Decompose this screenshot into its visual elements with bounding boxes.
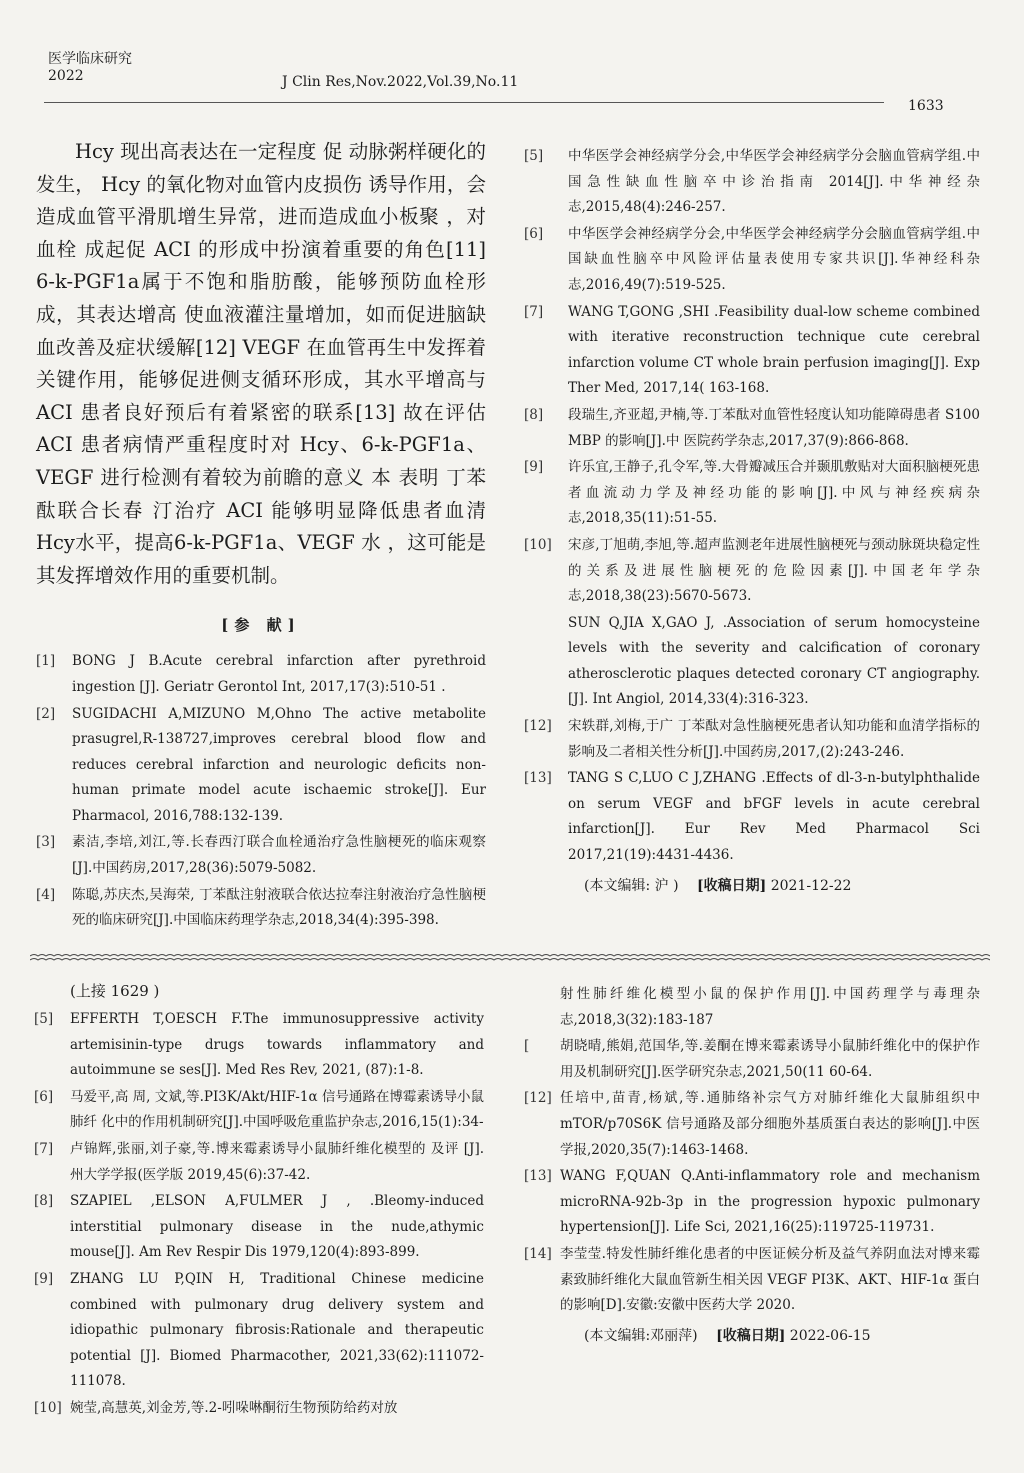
reference-text: ZHANG LU P,QIN H, Traditional Chinese medicine combined with pulmonary drug delivery system and idiopathic pulmonary fibrosis:Rationale and therapeutic potential [J]. Biomed Pharmacother, 2021,33(62):111072-111078. [70,1270,484,1390]
reference-text: EFFERTH T,OESCH F.The immunosuppressive activity artemisinin-type drugs towards inflammatory and autoimmune se ses[J]. Med Res Rev, 2021, (87):1-8. [70,1011,484,1079]
reference-entry [34,1396,484,1422]
reference-number: [5] [524,148,544,164]
reference-text: 许乐宜,王静子,孔令军,等.大骨瓣减压合并颞肌敷贴对大面积脑梗死患者血流动力学及神经功能的影响[J].中风与神经疾病杂志,2018,35(11):51-55. [568,459,980,527]
reference-text: 卢锦辉,张丽,刘子豪,等.博来霉素诱导小鼠肺纤维化模型的 及评 [J]. 州大学学报(医学版 2019,45(6):37-42. [70,1140,484,1183]
reference-text: 李莹莹.特发性肺纤维化患者的中医证候分析及益气养阴血法对博来霉素致肺纤维化大鼠血管新生相关因 VEGF PI3K、AKT、HIF-1α 蛋白的影响[D].安徽:安徽中医药大学 2020. [560,1245,980,1314]
left-column-bottom [34,980,484,1423]
reference-entry [34,1267,484,1395]
reference-entry [34,1007,484,1084]
reference-list-top-left [36,649,486,934]
reference-entry [34,1085,484,1136]
received-label: [收稿日期] [697,877,767,894]
reference-list-bottom-right [524,982,980,1319]
reference-number: [12] [524,1090,552,1107]
reference-text: 段瑞生,齐亚超,尹楠,等.丁苯酞对血管性轻度认知功能障碍患者 S100 MBP 的影响[J].中 医院药学杂志,2017,37(9):866-868. [568,406,980,449]
reference-entry [36,702,486,830]
reference-text: 陈聪,苏庆杰,吴海荣, 丁苯酞注射液联合依达拉奉注射液治疗急性脑梗死的临床研究[J].中国临床药理学杂志,2018,34(4):395-398. [72,886,486,929]
received-label: [收稿日期] [716,1327,786,1344]
body-paragraph: Hcy 现出高表达在一定程度 促 动脉粥样硬化的发生， Hcy 的氧化物对血管内皮损伤 诱导作用，会造成血管平滑肌增生异常，进而造成血小板聚 ，对血栓 成起促 ACI 的形成中扮演着重要的角色[11] 6-k-PGF1a属于不饱和脂肪酸，能够预防血栓形成，其表达增高 使血液灌注量增加，如而促进脑缺血改善及症状缓解[12] VEGF 在血管再生中发挥着关键作用，能够促进侧支循环形成，其水平增高与 ACI 患者良好预后有着紧密的联系[13] 故在评估 ACI 患者病情严重程度时对 Hcy、6-k-PGF1a、VEGF 进行检测有着较为前瞻的意义 本 表明 丁苯酞联合长春 汀治疗 ACI 能够明显降低患者血清 Hcy水平，提高6-k-PGF1a、VEGF 水 ，这可能是其发挥增效作用的重要机制。 [36,140,486,587]
reference-number: [12] [524,718,552,735]
reference-entry [524,982,980,1033]
reference-number: [6] [524,225,544,242]
reference-number: [7] [524,303,544,320]
left-column-top [36,136,486,935]
reference-entry [36,830,486,881]
page-header [44,44,984,114]
reference-text: TANG S C,LUO C J,ZHANG .Effects of dl-3-n-butylphthalide on serum VEGF and bFGF levels in acute cerebral infarction[J]. Eur Rev Med Pharmacol Sci 2017,21(19):4431-4436. [568,770,980,864]
reference-entry [36,649,486,700]
reference-text: SZAPIEL ,ELSON A,FULMER J , .Bleomy-induced interstitial pulmonary disease in the nude,athymic mouse[J]. Am Rev Respir Dis 1979,120(4):893-899. [70,1193,484,1261]
reference-number: [6] [34,1088,54,1105]
reference-number: [8] [524,406,544,423]
reference-number: [ [524,1038,530,1055]
reference-number: [8] [34,1193,54,1210]
reference-number: [3] [36,834,56,851]
reference-entry [524,1242,980,1319]
reference-entry [524,144,980,221]
continued-from-label: (上接 1629 ) [70,982,160,1000]
editor-label: (本文编辑:邓丽萍) [584,1327,698,1344]
editor-line-top [524,875,980,895]
reference-number: [14] [524,1245,552,1262]
reference-entry [524,222,980,299]
reference-text: 马爱平,高 周, 文斌,等.PI3K/Akt/HIF-1α 信号通路在博霉素诱导小鼠肺纤 化中的作用机制研究[J].中国呼吸危重监护杂志,2016,15(1):34- [70,1088,484,1131]
reference-text: 中华医学会神经病学分会,中华医学会神经病学分会脑血管病学组.中国急性缺血性脑卒中诊治指南 2014[J].中华神经杂志,2015,48(4):246-257. [568,148,980,216]
reference-text: 任培中,苗青,杨斌,等.通肺络补宗气方对肺纤维化大鼠肺组织中 mTOR/p70S6K 信号通路及部分细胞外基质蛋白表达的影响[J].中医学报,2020,35(7):1463-1468. [560,1090,980,1158]
reference-text: SUGIDACHI A,MIZUNO M,Ohno The active metabolite prasugrel,R-138727,improves cerebral blood flow and reduces cerebral infarction and neurologic deficits non-human primate model acute ischaemic stroke[J]. Eur Pharmacol, 2016,788:132-139. [72,705,486,824]
reference-text: 婉莹,高慧英,刘金芳,等.2-吲哚啉酮衍生物预防给药对放 [70,1399,398,1416]
reference-number: [4] [36,886,56,903]
reference-text: 宋轶群,刘梅,于广 丁苯酞对急性脑梗死患者认知功能和血清学指标的影响及二者相关性分析[J].中国药房,2017,(2):243-246. [568,718,980,760]
reference-text: 中华医学会神经病学分会,中华医学会神经病学分会脑血管病学组.中国缺血性脑卒中风险评估量表使用专家共识[J].华神经科杂志,2016,49(7):519-525. [568,225,980,293]
reference-entry [524,611,980,713]
editor-line-bottom [524,1325,980,1345]
reference-entry [524,1086,980,1163]
reference-text: 射性肺纤维化模型小鼠的保护作用[J].中国药理学与毒理杂志,2018,3(32):183-187 [560,986,980,1028]
reference-entry [524,1164,980,1241]
reference-entry [524,714,980,765]
reference-list-top-right [524,144,980,869]
received-date: 2021-12-22 [770,877,852,894]
reference-text: WANG T,GONG ,SHI .Feasibility dual-low scheme combined with iterative reconstruction technique cute cerebral infarction volume CT whole brain perfusion imaging[J]. Exp Ther Med, 2017,14( 163-168. [568,303,980,397]
right-column-bottom [524,982,980,1345]
journal-year: 2022 [48,68,84,84]
reference-entry [524,766,980,868]
journal-citation: J Clin Res,Nov.2022,Vol.39,No.11 [282,74,519,90]
reference-text: 宋彦,丁旭萌,李旭,等.超声监测老年进展性脑梗死与颈动脉斑块稳定性的关系及进展性脑梗死的危险因素[J].中国老年学杂志,2018,38(23):5670-5673. [568,536,980,605]
received-date: 2022-06-15 [789,1327,871,1344]
reference-text: WANG F,QUAN Q.Anti-inflammatory role and mechanism microRNA-92b-3p in the progression hypoxic pulmonary hypertension[J]. Life Sci, 2021,16(25):119725-119731. [560,1168,980,1236]
reference-entry [34,1189,484,1266]
reference-text: 素洁,李培,刘江,等.长春西汀联合血栓通治疗急性脑梗死的临床观察[J].中国药房,2017,28(36):5079-5082. [72,834,486,877]
reference-text: 胡晓晴,熊娟,范国华,等.姜酮在博来霉素诱导小鼠肺纤维化中的保护作用及机制研究[J].医学研究杂志,2021,50(11 60-64. [560,1038,980,1080]
reference-text: SUN Q,JIA X,GAO J, .Association of serum homocysteine levels with the severity and calcification of coronary atherosclerotic plaques detected coronary CT angiography. [J]. Int Angiol, 2014,33(4):316-323. [568,614,980,708]
reference-entry [524,533,980,610]
reference-text: BONG J B.Acute cerebral infarction after pyrethroid ingestion [J]. Geriatr Gerontol Int, 2017,17(3):510-51 . [72,653,486,695]
reference-list-bottom-left [34,1007,484,1422]
reference-number: [10] [524,536,552,553]
reference-entry [34,1137,484,1188]
editor-label: (本文编辑: 沪 ) [584,877,679,894]
reference-entry [36,883,486,934]
reference-number: [2] [36,705,56,722]
reference-number: [9] [34,1270,54,1287]
reference-entry [524,455,980,532]
right-column-top [524,144,980,895]
page-number: 1633 [908,98,944,114]
reference-number: [1] [36,653,56,670]
reference-number: [10] [34,1399,62,1416]
reference-entry [524,1034,980,1085]
reference-number: [5] [34,1011,54,1027]
header-rule [44,102,884,103]
wavy-divider [30,952,990,964]
reference-number: [9] [524,459,544,476]
reference-number: [13] [524,1168,552,1185]
reference-number: [13] [524,770,552,787]
reference-number: [7] [34,1140,54,1157]
journal-name: 医学临床研究 [48,51,132,67]
references-heading: [参 献] [221,616,301,635]
reference-entry [524,300,980,402]
reference-entry [524,403,980,454]
